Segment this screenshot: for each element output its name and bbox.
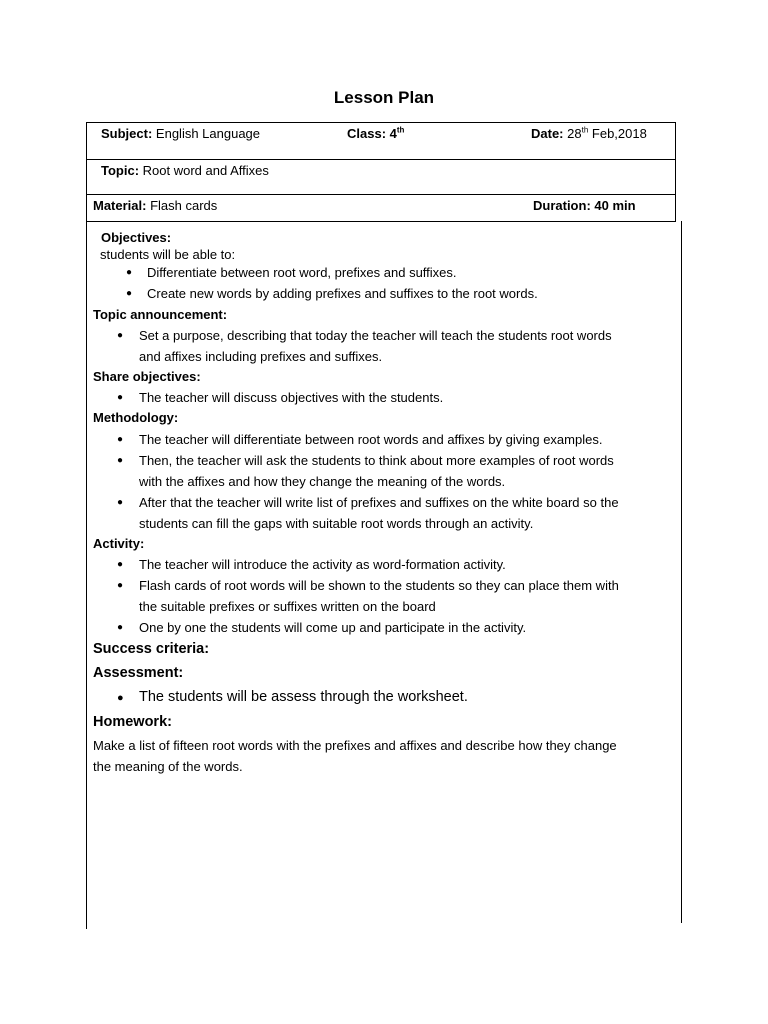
- header-row-material: [86, 194, 676, 222]
- activity-item: The teacher will introduce the activity as word-formation activity.: [139, 557, 506, 572]
- activity-item2-line1: Flash cards of root words will be shown to the students so they can place them with: [139, 578, 619, 593]
- date-label: Date:: [531, 126, 564, 141]
- class-label: Class:: [347, 126, 387, 141]
- topic-announcement-line1: Set a purpose, describing that today the teacher will teach the students root words: [139, 328, 612, 343]
- content-box-right-border: [681, 221, 682, 923]
- bullet-icon: ●: [117, 622, 124, 633]
- success-criteria-heading: Success criteria:: [93, 641, 210, 657]
- activity-heading: Activity:: [93, 536, 145, 551]
- bullet-icon: ●: [117, 559, 124, 570]
- bullet-icon: ●: [117, 692, 124, 704]
- subject-value: English Language: [155, 126, 261, 141]
- objective-item: Create new words by adding prefixes and suffixes to the root words.: [147, 286, 538, 301]
- activity-item2-line2: the suitable prefixes or suffixes written on the board: [139, 599, 436, 614]
- material-value: Flash cards: [150, 198, 218, 213]
- topic-cell: [101, 163, 269, 178]
- homework-heading: Homework:: [93, 714, 172, 730]
- methodology-item: The teacher will differentiate between root words and affixes by giving examples.: [139, 432, 603, 447]
- header-row-subject: [86, 122, 676, 160]
- methodology-item2-line2: with the affixes and how they change the meaning of the words.: [139, 474, 506, 489]
- topic-announcement-line2: and affixes including prefixes and suffixes.: [139, 349, 383, 364]
- objective-item: Differentiate between root word, prefixes and suffixes.: [147, 265, 457, 280]
- topic-announcement-heading: Topic announcement:: [93, 307, 228, 322]
- methodology-heading: Methodology:: [93, 410, 179, 425]
- date-sup: th: [581, 125, 589, 135]
- bullet-icon: ●: [117, 330, 124, 341]
- bullet-icon: ●: [117, 392, 124, 403]
- share-objectives-heading: Share objectives:: [93, 369, 201, 384]
- date-value-post: Feb,2018: [591, 126, 647, 141]
- assessment-heading: Assessment:: [93, 665, 184, 681]
- duration-label: Duration:: [533, 198, 591, 213]
- material-cell: [93, 198, 217, 213]
- date-cell: [531, 126, 647, 141]
- bullet-icon: ●: [126, 288, 133, 299]
- topic-label: Topic:: [101, 163, 140, 178]
- duration-cell: [533, 198, 636, 213]
- homework-line1: Make a list of fifteen root words with the prefixes and affixes and describe how they change: [93, 738, 617, 753]
- header-row-topic: [86, 159, 676, 195]
- subject-label: Subject:: [101, 126, 153, 141]
- subject-cell: [101, 126, 260, 141]
- topic-value: Root word and Affixes: [142, 163, 269, 178]
- homework-line2: the meaning of the words.: [93, 759, 243, 774]
- methodology-item3-line2: students can fill the gaps with suitable root words through an activity.: [139, 516, 534, 531]
- bullet-icon: ●: [117, 497, 124, 508]
- class-sup: th: [396, 125, 405, 135]
- bullet-icon: ●: [117, 580, 124, 591]
- class-cell: [347, 126, 404, 141]
- bullet-icon: ●: [117, 434, 124, 445]
- document-title: Lesson Plan: [333, 88, 435, 107]
- methodology-item2-line1: Then, the teacher will ask the students to think about more examples of root words: [139, 453, 614, 468]
- bullet-icon: ●: [117, 455, 124, 466]
- assessment-item: The students will be assess through the worksheet.: [139, 689, 468, 705]
- date-value-pre: 28: [567, 126, 582, 141]
- share-objectives-item: The teacher will discuss objectives with the students.: [139, 390, 444, 405]
- methodology-item3-line1: After that the teacher will write list of prefixes and suffixes on the white board so the: [139, 495, 619, 510]
- class-value: 4: [389, 126, 397, 141]
- objectives-heading: Objectives:: [101, 230, 172, 245]
- duration-value: 40 min: [594, 198, 636, 213]
- activity-item: One by one the students will come up and participate in the activity.: [139, 620, 527, 635]
- material-label: Material:: [93, 198, 147, 213]
- bullet-icon: ●: [126, 267, 133, 278]
- objectives-intro: students will be able to:: [100, 247, 236, 262]
